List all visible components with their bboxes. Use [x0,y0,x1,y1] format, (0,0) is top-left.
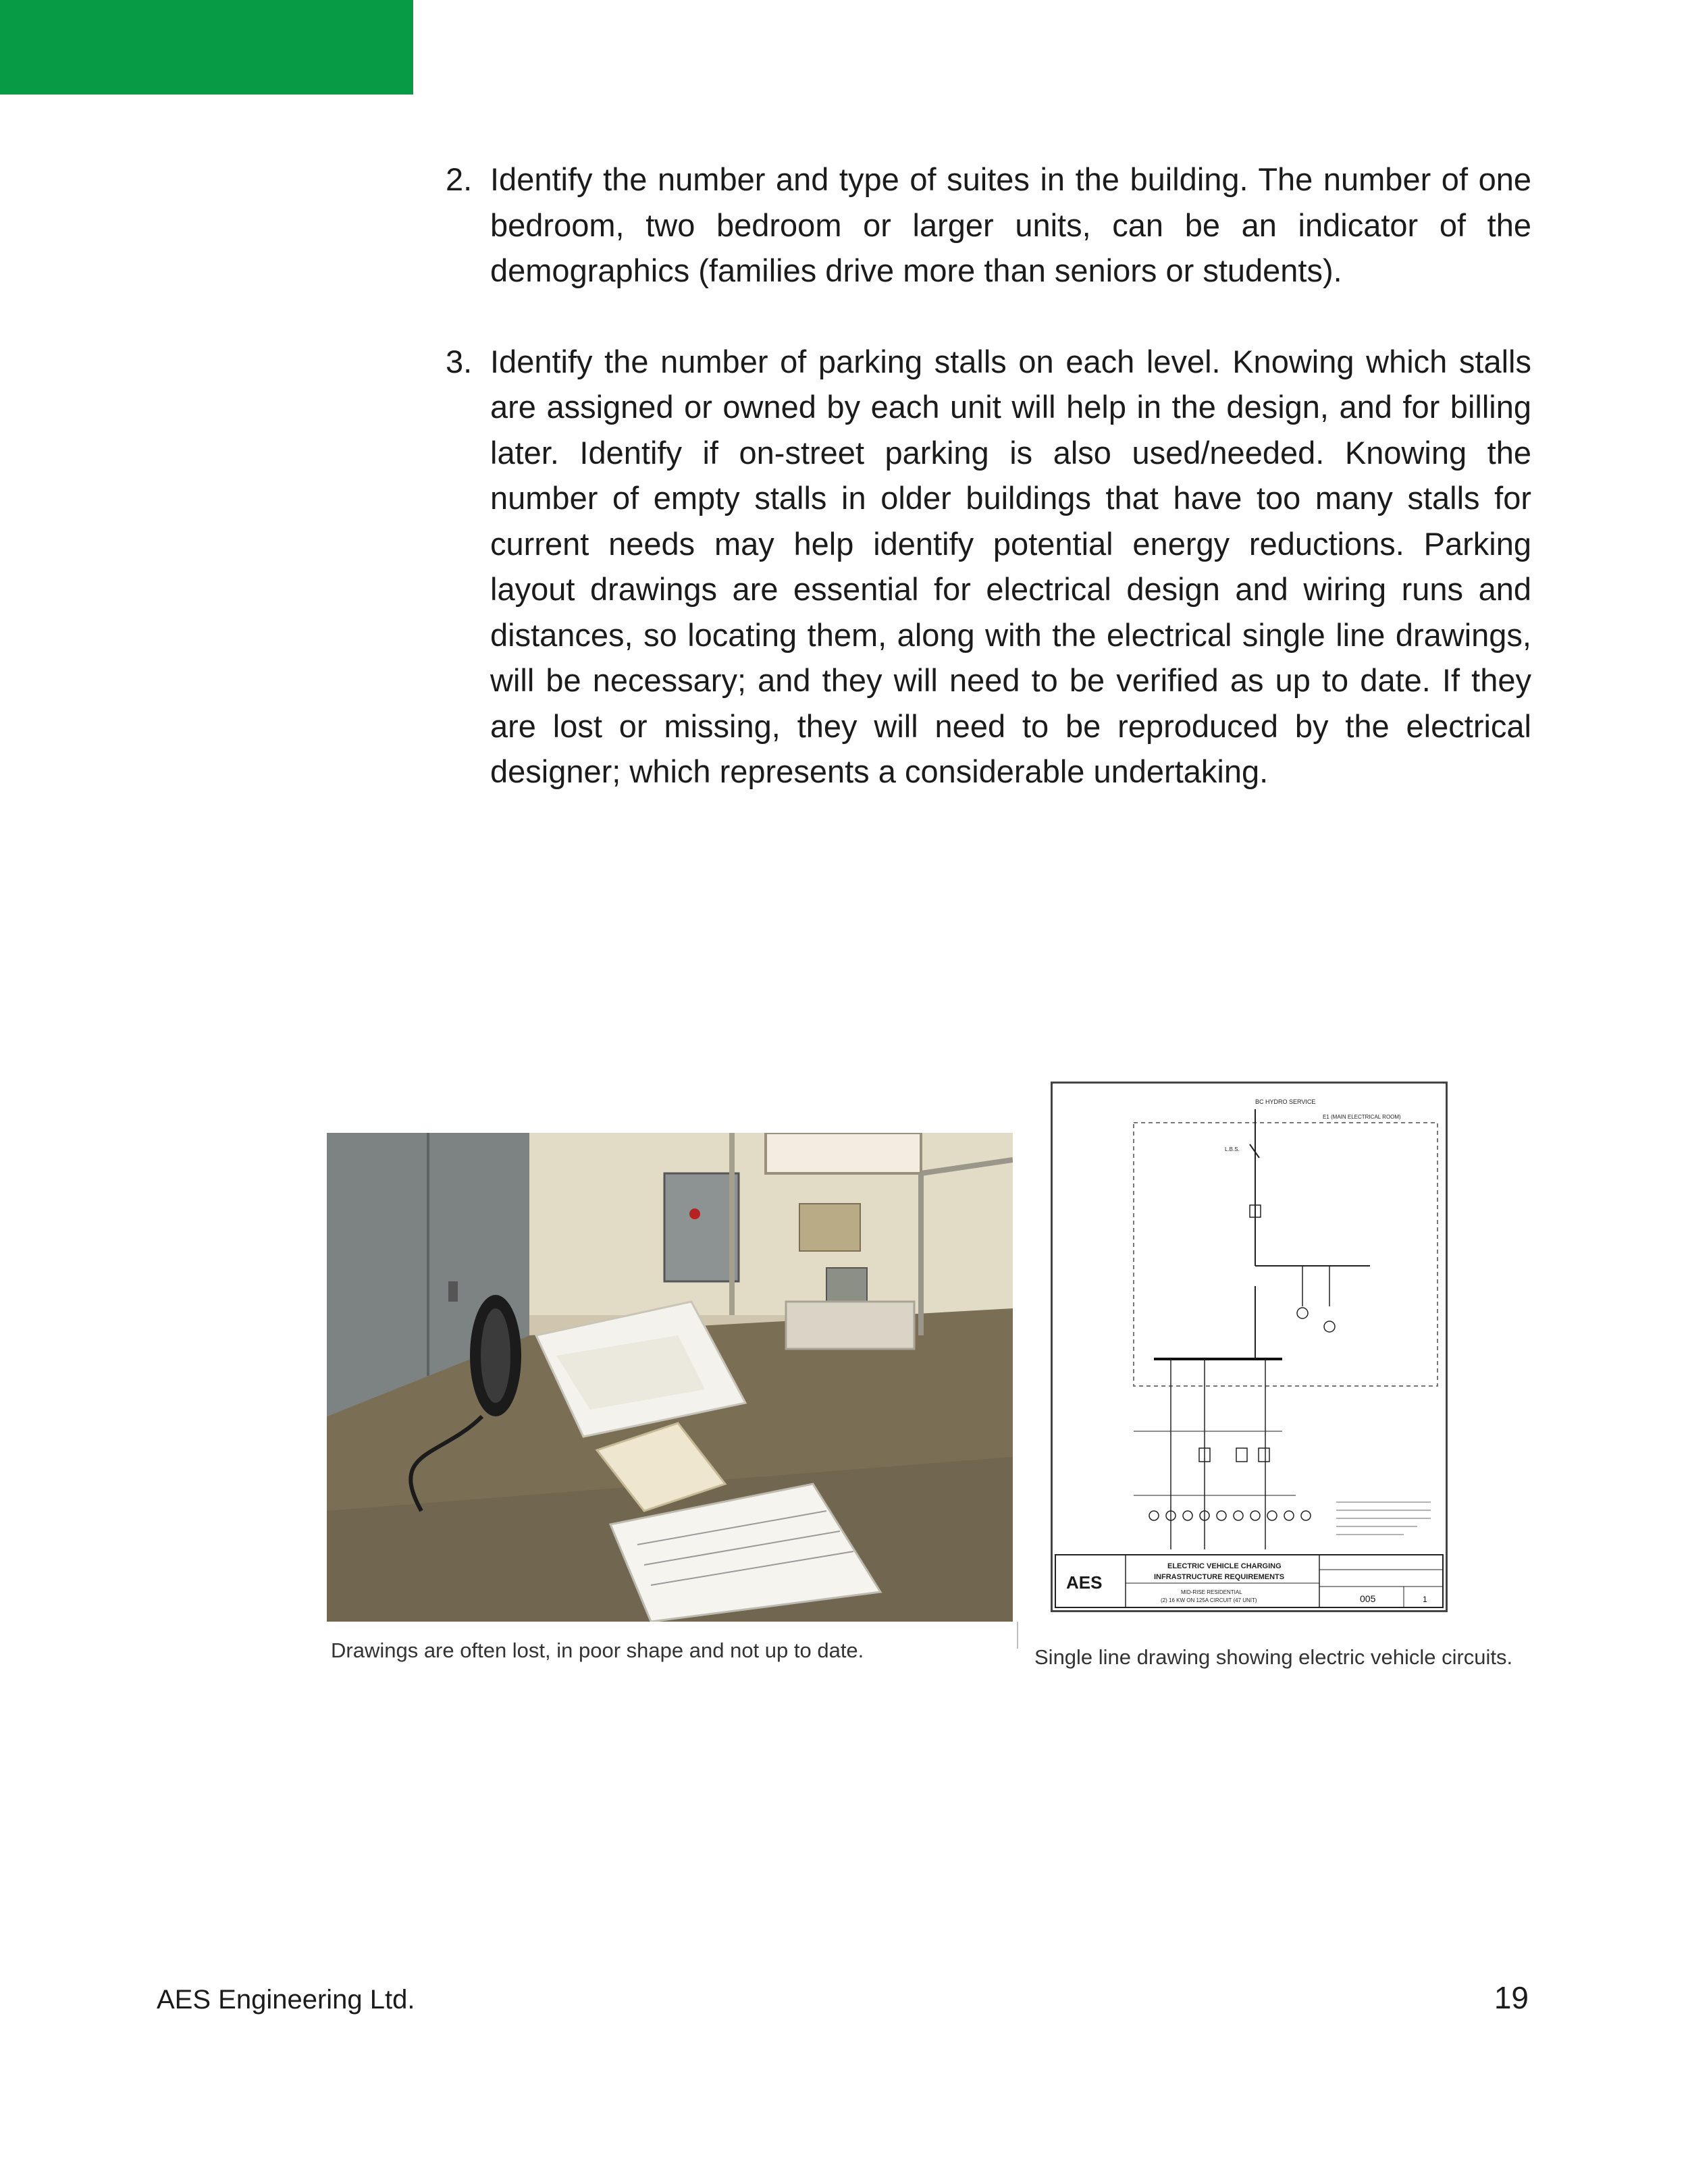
drawing-room-label: E1 (MAIN ELECTRICAL ROOM) [1323,1114,1401,1120]
aes-logo: AES [1066,1572,1103,1593]
list-item-text: Identify the number and type of suites in the building. The number of one bedroom, two bedroom or larger units, can be an indicator of the demographics (families drive more than seniors or students). [490,161,1531,288]
drawing-top-label: BC HYDRO SERVICE [1255,1098,1316,1105]
list-item-number: 3. [446,343,473,379]
caption-divider [1017,1622,1018,1649]
drawing-title-line2: INFRASTRUCTURE REQUIREMENTS [1154,1573,1285,1581]
header-accent-bar [0,0,413,95]
single-line-drawing [1051,1082,1448,1612]
drawing-revision: 1 [1423,1595,1427,1604]
numbered-list [446,157,1531,795]
footer-company: AES Engineering Ltd. [157,1985,415,2015]
list-item [446,339,1531,795]
drawing-lbs-label: L.B.S. [1225,1146,1240,1152]
page-number: 19 [1494,1980,1529,2015]
drawing-sheet-number: 005 [1360,1593,1376,1604]
drawing-subtitle-line1: MID-RISE RESIDENTIAL [1181,1589,1242,1595]
drawing-subtitle-line2: (2) 16 KW ON 125A CIRCUIT (47 UNIT) [1161,1597,1257,1603]
list-item-number: 2. [446,161,473,197]
drawing-caption: Single line drawing showing electric vehicle circuits. [1034,1645,1513,1669]
electrical-room-photo [327,1133,1013,1622]
drawing-title-line1: ELECTRIC VEHICLE CHARGING [1167,1562,1282,1570]
list-item-text: Identify the number of parking stalls on each level. Knowing which stalls are assigned or owned by each unit will help in the design, and for billing later. Identify if on-street parking is also used/needed. Knowing the number of empty stalls in older buildings that have too many stalls for current needs may help identify potential energy reductions. Parking layout drawings are essential for electrical design and wiring runs and distances, so locating them, along with the electrical single line drawings, will be necessary; and they will need to be verified as up to date. If they are lost or missing, they will need to be reproduced by the electrical designer; which represents a considerable undertaking. [490,343,1531,789]
photo-caption: Drawings are often lost, in poor shape and not up to date. [331,1639,864,1662]
list-item [446,157,1531,294]
